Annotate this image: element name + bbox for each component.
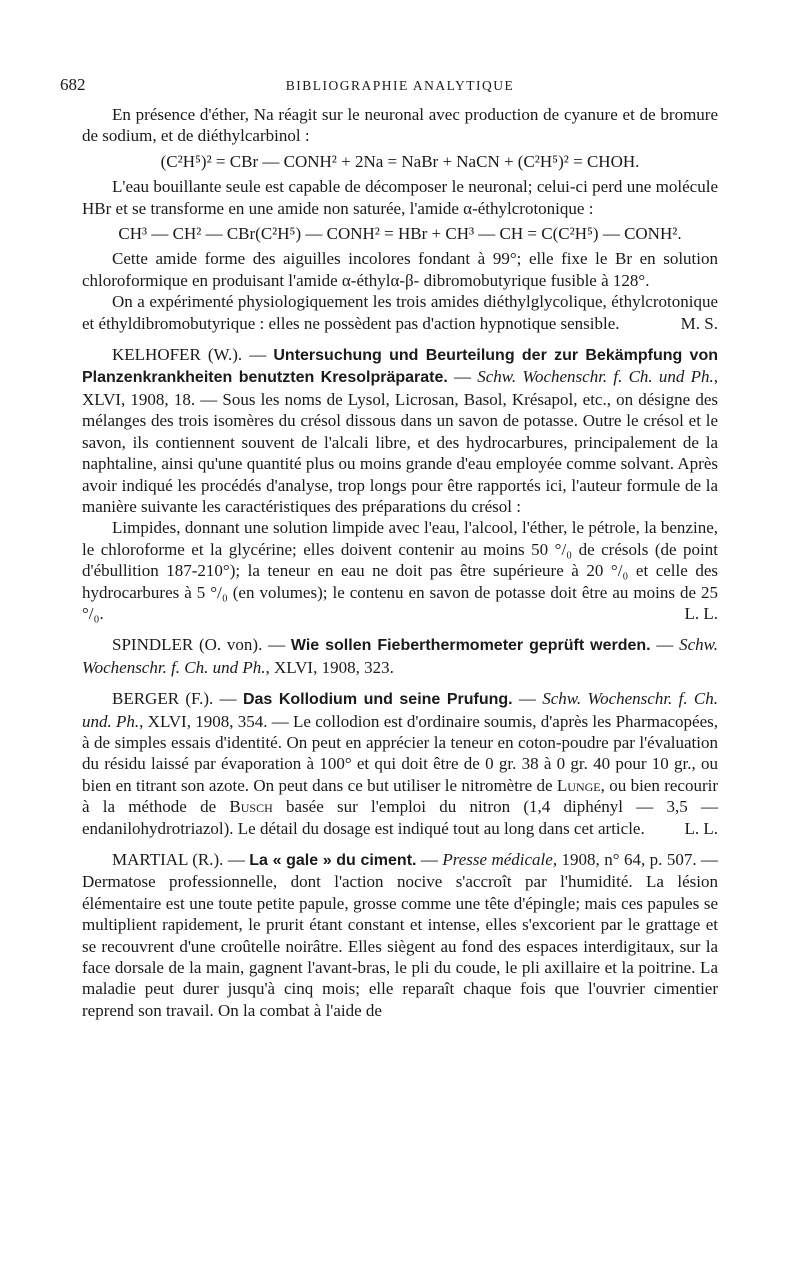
entry-body: — Dermatose professionnelle, dont l'action nocive s'accroît par l'humidité. La lésion élémentaire est une toute petite papule, grosse comme une tête d'épingle; mais ces papules se multiplient rapidement, le prurit étant constant et intense, elles s'excorient par le grattage et se recouvrent d'une croûtelle noirâtre. Elles siègent au fond des espaces interdigitaux, sur la face dorsale de la main, gagnent l'avant-bras, le pli du coude, le pli axillaire et la poitrine. La maladie peut durer jusqu'à cinq mois; elle reparaît chaque fois que l'ouvrier cimentier reprend son travail. On la combat à l'aide de — [82, 850, 719, 1020]
entry-kelhofer: KELHOFER (W.). — Untersuchung und Beurteilung der zur Bekämpfung von Planzenkrankheiten benutzten Kresolpräparate. — Schw. Wochenschr. f. Ch. und Ph., XLVI, 1908, 18. — Sous les noms de Lysol, Licrosan, Basol, Krésapol, etc., on désigne des mélanges des trois isomères du crésol dissous dans un savon de potasse. Outre le crésol et le savon, ils contiennent souvent de l'alcali libre, et des hydrocarbures, principalement de la naphtaline, ainsi qu'une quantité plus ou moins grande d'eau employée comme solvant. Après avoir indiqué les procédés d'analyse, trop longs pour être rapportés ici, l'auteur formule de la manière suivante les caractéristiques des préparations du crésol : — [82, 345, 718, 516]
paragraph-text: Limpides, donnant une solution limpide avec l'eau, l'alcool, l'éther, le pétrole, la benzine, le chloroforme et la glycérine; elles doivent contenir au moins 50 °/₀ de crésols (de point d'ébullition 187-210°); la teneur en eau ne doit pas être supérieure à 20 °/₀ et celle des hydrocarbures à 5 °/₀ (en volumes); le contenu en savon de potasse doit être au moins de 25 °/₀. — [82, 518, 718, 623]
entry-martial: MARTIAL (R.). — La « gale » du ciment. — Presse médicale, 1908, n° 64, p. 507. — Dermatose professionnelle, dont l'action nocive s'accroît par l'humidité. La lésion élémentaire est une toute petite papule, grosse comme une tête d'épingle; mais ces papules se multiplient rapidement, le prurit étant constant et intense, elles s'excorient par le grattage et se recouvrent d'une croûtelle noirâtre. Elles siègent au fond des espaces interdigitaux, sur la face dorsale de la main, gagnent l'avant-bras, le pli du coude, le pli axillaire et la poitrine. La maladie peut durer jusqu'à cinq mois; elle reparaît chaque fois que l'ouvrier cimentier reprend son travail. On la combat à l'aide de — [82, 850, 719, 1020]
entry-author: SPINDLER (O. von). — [112, 635, 263, 655]
person-name: Busch — [229, 797, 273, 817]
entry-body: basée sur l'emploi du nitron (1,4 diphényl — 3,5 — endanilohydrotriazol). Le détail du dosage est indiqué tout au long dans cet article. — [82, 797, 718, 838]
page-number: 682 — [60, 75, 86, 94]
entry-author: KELHOFER (W.). — [112, 345, 243, 365]
entry-citation: , XLVI, 1908, 323. — [265, 657, 394, 677]
paragraph — [82, 517, 718, 624]
entry-title: La « gale » du ciment. — [249, 852, 417, 869]
running-title: BIBLIOGRAPHIE ANALYTIQUE — [285, 78, 515, 93]
entry-berger: BERGER (F.). — Das Kollodium und seine Prufung. — Schw. Wochenschr. f. Ch. und. Ph., XLVI, 1908, 354. — Le collodion est d'ordinaire soumis, d'après les Pharmacopées, à de simples essais d'identité. On peut en apprécier la teneur en coton-poudre par l'évaluation du résidu laissé par évaporation à 100° et qui doit être de 0 gr. 38 à 0 gr. 40 pour 10 gr., ou bien en titrant son azote. On peut dans ce but utiliser le nitromètre de Lunge, ou bien recourir à la méthode de Busch basée sur l'emploi du nitron (1,4 diphényl — 3,5 — endanilohydrotriazol). Le détail du dosage est indiqué tout au long dans cet article. L. L. — [82, 689, 719, 838]
paragraph: Cette amide forme des aiguilles incolores fondant à 99°; elle fixe le Br en solution chloroformique en produisant l'amide α-éthylα-β- dibromobutyrique fusible à 128°. — [82, 249, 718, 290]
entry-title: Wie sollen Fieberthermometer geprüft werden. — [290, 637, 651, 655]
entry-body: — Sous les noms de Lysol, Licrosan, Basol, Krésapol, etc., on désigne des mélanges des trois isomères du crésol dissous dans un savon de potasse. Outre le crésol et le savon, ils contiennent souvent de l'alcali libre, et des hydrocarbures, principalement de la naphtaline, ainsi qu'une quantité plus ou moins grande d'eau employée comme solvant. Après avoir indiqué les procédés d'analyse, trop longs pour être rapportés ici, l'auteur formule de la manière suivante les caractéristiques des préparations du crésol : — [82, 389, 718, 516]
chemical-formula: (C²H⁵)² = CBr — CONH² + 2Na = NaBr + NaCN + (C²H⁵)² = CHOH. — [160, 151, 640, 171]
entry-journal: Schw. Wochenschr. f. Ch. und Ph. — [477, 367, 714, 387]
entry-body: , ou bien recourir à la méthode de — [82, 775, 718, 817]
entry-author: MARTIAL (R.). — [112, 850, 224, 869]
entry-journal: Presse médicale — [442, 850, 553, 869]
page-header — [60, 74, 740, 96]
signature: M. S. — [680, 313, 718, 333]
paragraph-text: On a expérimenté physiologiquement les trois amides diéthylglycolique, éthylcrotonique et éthyldibromobutyrique : elles ne possèdent pas d'action hypnotique sensible. — [82, 292, 718, 333]
paragraph: L'eau bouillante seule est capable de décomposer le neuronal; celui-ci perd une molécule HBr et se transforme en une amide non saturée, l'amide α-éthylcrotonique : — [82, 177, 718, 218]
signature: L. L. — [684, 603, 718, 623]
entry-journal: Schw. Wochenschr. f. Ch. und Ph. — [82, 635, 718, 677]
entry-citation: , XLVI, 1908, 18. — [82, 367, 718, 409]
chemical-formula: CH³ — CH² — CBr(C²H⁵) — CONH² = HBr + CH³ — CH = C(C²H⁵) — CONH². — [118, 224, 682, 244]
entry-citation: , 1908, n° 64, p. 507. — [552, 850, 697, 869]
entry-author: BERGER (F.). — [112, 689, 214, 709]
paragraph: En présence d'éther, Na réagit sur le neuronal avec production de cyanure et de bromure de sodium, et de diéthylcarbinol : — [82, 105, 718, 146]
entry-citation: , XLVI, 1908, 354. — [139, 711, 268, 731]
entry-title: Das Kollodium und seine Prufung. — [242, 691, 513, 709]
entry-body: — Le collodion est d'ordinaire soumis, d'après les Pharmacopées, à de simples essais d'identité. On peut en apprécier la teneur en coton-poudre par l'évaluation du résidu laissé par évaporation à 100° et qui doit être de 0 gr. 38 à 0 gr. 40 pour 10 gr., ou bien en titrant son azote. On peut dans ce but utiliser le nitromètre de — [82, 711, 718, 795]
entry-journal: Schw. Wochenschr. f. Ch. und. Ph. — [82, 689, 719, 731]
entry-title: Untersuchung und Beurteilung der zur Bekämpfung von Planzenkrankheiten benutzten Kresolpräparate. — [82, 347, 718, 387]
entry-spindler: SPINDLER (O. von). — Wie sollen Fieberthermometer geprüft werden. — Schw. Wochenschr. f. Ch. und Ph., XLVI, 1908, 323. — [82, 635, 718, 677]
person-name: Lunge — [556, 775, 601, 795]
page-body — [82, 104, 718, 1021]
paragraph — [82, 291, 718, 334]
signature: L. L. — [684, 818, 718, 838]
